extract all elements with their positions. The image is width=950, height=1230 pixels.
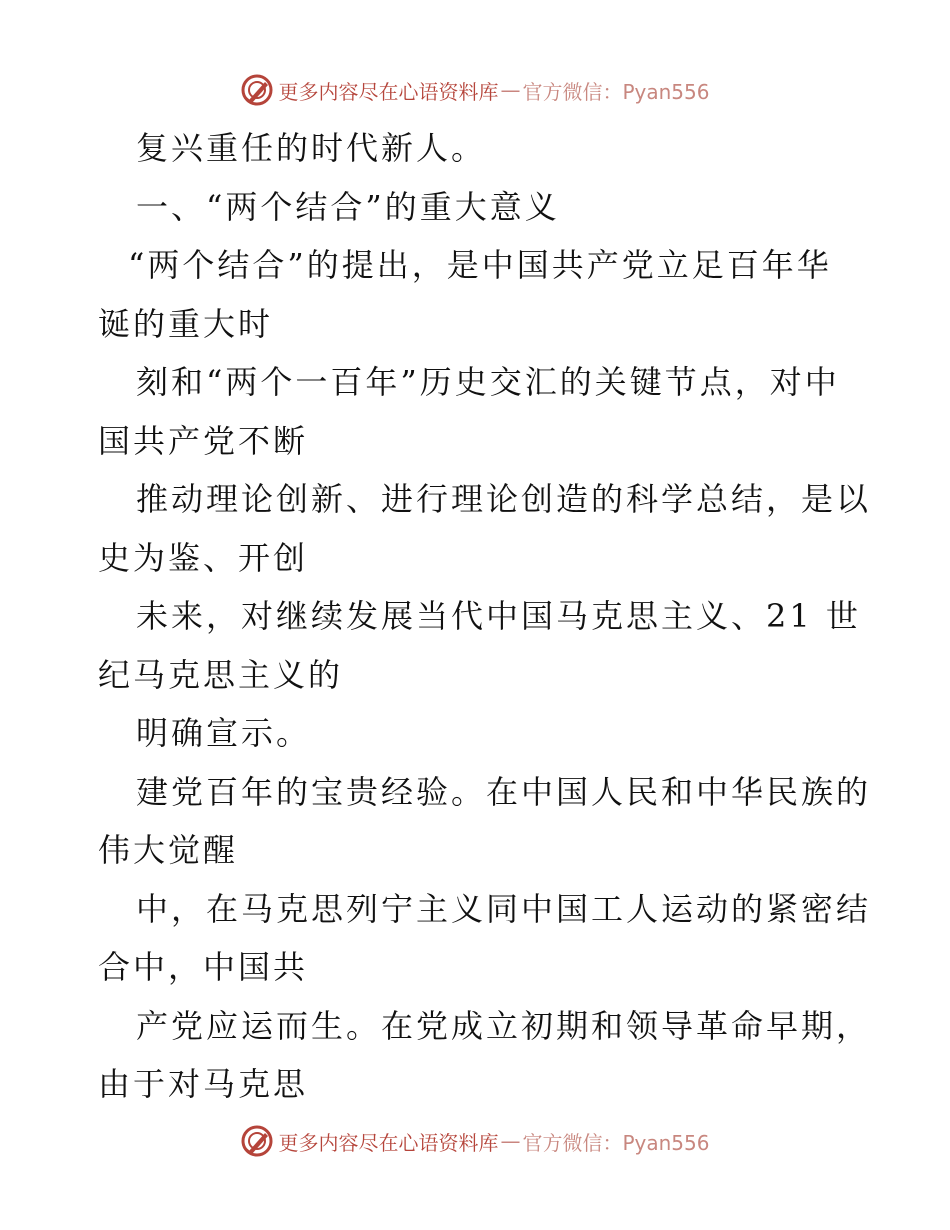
pen-logo-icon	[240, 73, 274, 107]
document-body	[98, 119, 872, 1114]
body-line: 中，在马克思列宁主义同中国工人运动的紧密结	[136, 889, 872, 928]
pen-logo-icon	[240, 1124, 274, 1158]
footer-banner	[0, 1121, 950, 1161]
header-banner	[0, 70, 950, 110]
body-line: 由于对马克思	[98, 1065, 309, 1103]
body-line: 诞的重大时	[98, 304, 274, 343]
body-line: 国共产党不断	[98, 421, 309, 460]
body-line: 纪马克思主义的	[98, 655, 344, 694]
body-line: 伟大觉醒	[98, 831, 239, 869]
body-line: 合中，中国共	[98, 948, 309, 986]
body-line: 产党应运而生。在党成立初期和领导革命早期，	[136, 1006, 872, 1045]
banner-dash: —	[500, 78, 521, 102]
wechat-text: 官方微信：Pyan556	[522, 1130, 710, 1155]
body-line: 未来，对继续发展当代中国马克思主义、21 世	[136, 597, 861, 635]
body-line: 刻和“两个一百年”历史交汇的关键节点，对中	[136, 363, 840, 401]
library-text: 更多内容尽在心语资料库	[278, 79, 499, 104]
body-line: 明确宣示。	[136, 714, 312, 752]
banner-dash: —	[500, 1129, 521, 1153]
body-line: 建党百年的宝贵经验。在中国人民和中华民族的	[136, 772, 872, 811]
wechat-text: 官方微信：Pyan556	[522, 79, 710, 104]
body-line: 推动理论创新、进行理论创造的科学总结，是以	[136, 480, 872, 518]
body-line: 复兴重任的时代新人。	[136, 129, 487, 167]
body-line: “两个结合”的提出，是中国共产党立足百年华	[128, 246, 832, 284]
library-text: 更多内容尽在心语资料库	[278, 1130, 499, 1155]
section-heading: 一、“两个结合”的重大意义	[136, 187, 560, 226]
body-line: 史为鉴、开创	[98, 538, 309, 577]
